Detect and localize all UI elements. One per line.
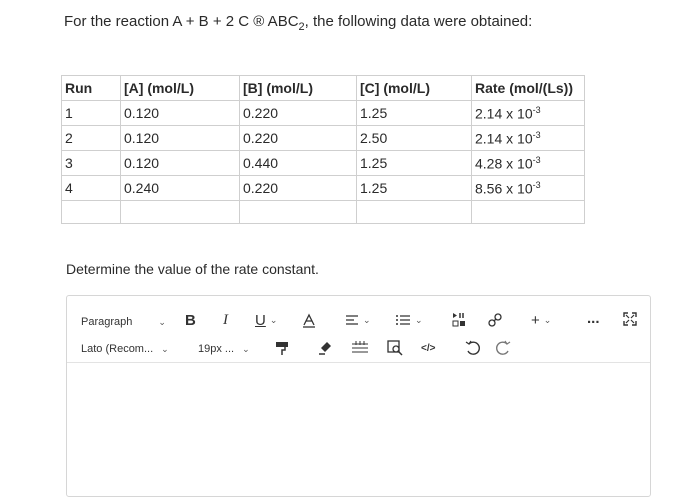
align-left-icon — [345, 314, 359, 326]
cell-a: 0.120 — [121, 126, 240, 151]
cell-empty — [121, 201, 240, 224]
chevron-down-icon: ⌄ — [242, 343, 250, 354]
cell-rate — [472, 176, 585, 201]
product-subscript: 2 — [298, 21, 305, 33]
font-family-label: Lato (Recom... — [81, 343, 154, 355]
find-replace-button[interactable] — [387, 340, 403, 356]
editor-toolbar — [67, 296, 650, 363]
chevron-down-icon: ⌄ — [543, 315, 552, 325]
highlight-button[interactable] — [317, 340, 333, 356]
chevron-down-icon: ⌄ — [161, 343, 169, 354]
source-code-button[interactable]: </> — [421, 343, 436, 354]
format-painter-button[interactable] — [275, 340, 289, 356]
redo-button[interactable] — [495, 340, 511, 356]
table-row-empty — [62, 201, 585, 224]
cell-b: 0.220 — [240, 101, 357, 126]
underline-button[interactable] — [255, 312, 277, 329]
chevron-down-icon: ⌄ — [269, 315, 278, 325]
link-icon — [487, 312, 503, 328]
cell-empty — [472, 201, 585, 224]
fullscreen-button[interactable] — [623, 312, 637, 326]
table-header-row — [62, 76, 585, 101]
rate-exponent: -3 — [532, 104, 541, 115]
reaction-arrow-symbol: ® — [253, 13, 265, 30]
font-size-label: 19px ... — [198, 343, 235, 355]
cell-rate — [472, 151, 585, 176]
cell-b: 0.220 — [240, 126, 357, 151]
chevron-down-icon: ⌄ — [363, 314, 371, 325]
underline-label: U — [255, 312, 266, 329]
chevron-down-icon: ⌄ — [158, 316, 166, 327]
cell-c: 2.50 — [357, 126, 472, 151]
bold-button[interactable]: B — [185, 312, 196, 329]
undo-icon — [465, 340, 481, 356]
question-product: ABC — [264, 13, 299, 30]
cell-run: 2 — [62, 126, 121, 151]
cell-c: 1.25 — [357, 176, 472, 201]
header-c: [C] (mol/L) — [357, 76, 472, 101]
more-options-button[interactable]: ... — [587, 310, 600, 327]
rate-base: 2.14 x 10 — [475, 105, 533, 122]
header-rate: Rate (mol/(Ls)) — [472, 76, 585, 101]
equation-button[interactable] — [351, 340, 369, 354]
find-icon — [387, 340, 403, 356]
table-row — [62, 151, 585, 176]
cell-run: 1 — [62, 101, 121, 126]
rate-exponent: -3 — [532, 129, 541, 140]
media-button[interactable] — [452, 312, 466, 328]
prompt-text: Determine the value of the rate constant. — [66, 261, 319, 277]
table-row — [62, 101, 585, 126]
table-row — [62, 126, 585, 151]
header-a: [A] (mol/L) — [121, 76, 240, 101]
cell-rate — [472, 101, 585, 126]
rate-base: 8.56 x 10 — [475, 180, 533, 197]
bullet-list-icon — [395, 314, 411, 326]
cell-empty — [240, 201, 357, 224]
cell-a: 0.120 — [121, 101, 240, 126]
cell-rate — [472, 126, 585, 151]
cell-run: 3 — [62, 151, 121, 176]
question-suffix: , the following data were obtained: — [304, 13, 533, 30]
paint-format-icon — [275, 340, 289, 356]
list-dropdown[interactable] — [395, 314, 423, 326]
redo-icon — [495, 340, 511, 356]
plus-icon: + — [531, 312, 540, 329]
paragraph-format-dropdown[interactable] — [81, 316, 166, 328]
cell-c: 1.25 — [357, 151, 472, 176]
rate-exponent: -3 — [532, 154, 541, 165]
cell-a: 0.120 — [121, 151, 240, 176]
cell-a: 0.240 — [121, 176, 240, 201]
question-text — [64, 13, 532, 33]
editor-content-area[interactable] — [67, 363, 650, 493]
insert-dropdown[interactable] — [531, 312, 551, 329]
cell-empty — [62, 201, 121, 224]
cell-run: 4 — [62, 176, 121, 201]
rate-exponent: -3 — [532, 179, 541, 190]
cell-b: 0.440 — [240, 151, 357, 176]
expand-icon — [623, 312, 637, 326]
header-run: Run — [62, 76, 121, 101]
header-b: [B] (mol/L) — [240, 76, 357, 101]
align-dropdown[interactable] — [345, 314, 371, 326]
undo-button[interactable] — [465, 340, 481, 356]
rate-base: 4.28 x 10 — [475, 155, 533, 172]
rate-base: 2.14 x 10 — [475, 130, 533, 147]
italic-button[interactable]: I — [223, 312, 228, 328]
highlight-icon — [317, 340, 333, 356]
question-prefix: For the reaction A + B + 2 C — [64, 13, 254, 30]
cell-empty — [357, 201, 472, 224]
media-icon — [452, 312, 466, 328]
cell-b: 0.220 — [240, 176, 357, 201]
data-table — [61, 75, 585, 224]
link-button[interactable] — [487, 312, 503, 328]
equation-icon — [351, 340, 369, 354]
text-color-icon — [301, 312, 317, 328]
chevron-down-icon: ⌄ — [415, 314, 423, 325]
rich-text-editor — [66, 295, 651, 497]
text-color-button[interactable] — [301, 312, 317, 328]
font-family-dropdown[interactable] — [81, 343, 169, 355]
paragraph-format-label: Paragraph — [81, 316, 133, 328]
font-size-dropdown[interactable] — [198, 343, 250, 355]
cell-c: 1.25 — [357, 101, 472, 126]
table-row — [62, 176, 585, 201]
